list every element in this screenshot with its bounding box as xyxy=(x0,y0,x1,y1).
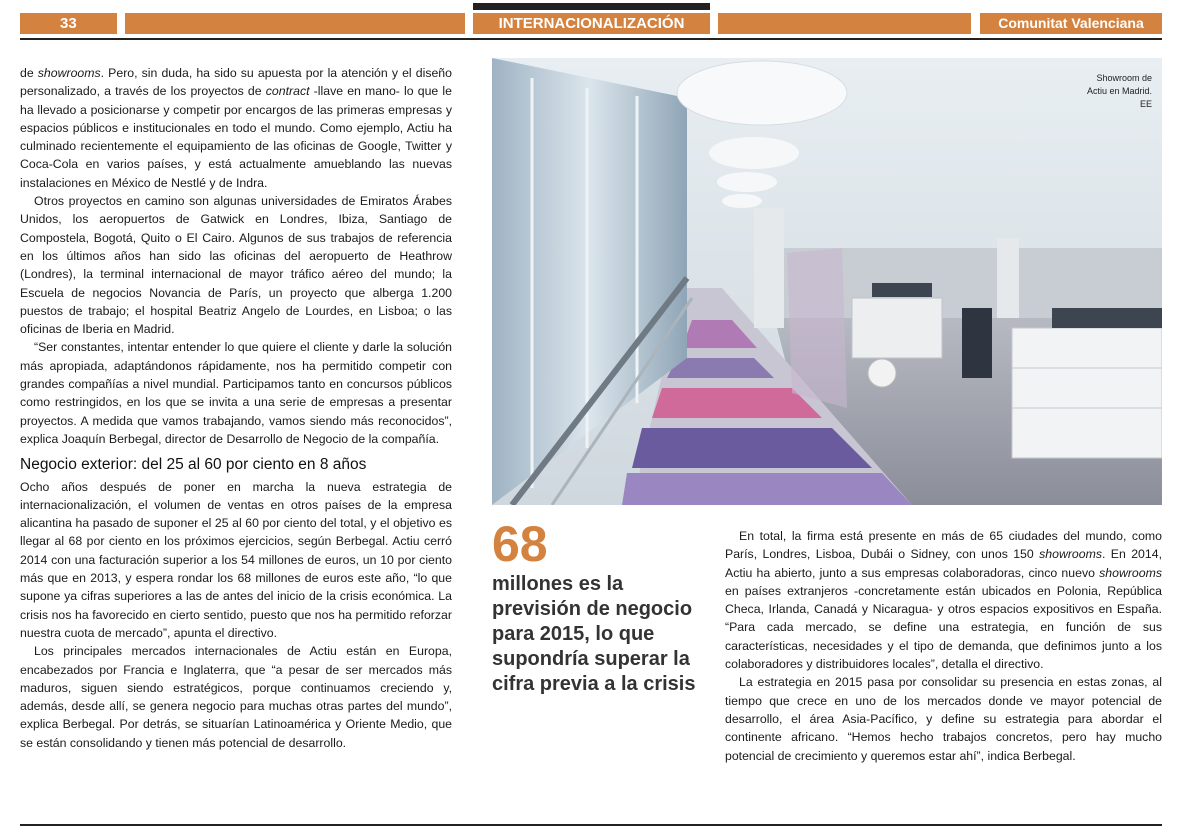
showroom-photo xyxy=(492,58,1162,505)
right-paragraph-2: La estrategia en 2015 pasa por consolidar su presencia en estas zonas, al tiempo que crece en uno de los mercados donde ve mayor potencial de desarrollo, el área Asia-Pacífico, y define su estrategia para abordar el continente africano. “Hemos hecho trabajos concretos, pero hay mucho potencial de crecimiento y queremos estar ahí”, indica Berbegal. xyxy=(725,675,1162,763)
region-bar xyxy=(980,13,1162,34)
header-bar-segment xyxy=(718,13,971,34)
section-bar xyxy=(473,13,710,34)
left-paragraph-4: Ocho años después de poner en marcha la nueva estrategia de internacionalización, el volumen de ventas en otros países de la empresa alicantina ha pasado de suponer el 25 al 60 por ciento del total, y el objetivo es llegar al 68 por ciento en los próximos ejercicios, según Berbegal. Actiu cerró 2014 con una facturación superior a los 54 millones de euros, un 10 por ciento más que en 2013, y espera rondar los 68 millones de euros este año, “lo que supone ya cifras superiores a las de antes del inicio de la crisis económica. La crisis nos ha favorecido en cierto sentido, puesto que nos ha permitido reforzar nuestra cuota de mercado”, apunta el directivo. xyxy=(20,479,452,640)
region-label: Comunitat Valenciana xyxy=(998,15,1144,31)
right-paragraph-1: En total, la firma está presente en más de 65 ciudades del mundo, como París, Londres, Lisboa, Dubái o Sidney, con unos 150 showrooms. En 2014, Actiu ha abierto, junto a sus empresas colaboradoras, cinco nuevo showrooms en países extranjeros -concretamente están ubicados en Polonia, República Checa, Irlanda, Canadá y Nicaragua- y otros espacios expositivos en España. “Para cada mercado, se define una estrategia, en función de sus características, necesidades y el tipo de demanda, que definimos junto a los colaboradores y distribuidores locales”, detalla el directivo. xyxy=(725,529,1162,672)
page-number: 33 xyxy=(60,15,77,32)
left-paragraph-3: “Ser constantes, intentar entender lo que quiere el cliente y darle la solución más apropiada, adaptándonos rápidamente, nos ha permitido competir con grandes compañías a nivel mundial. Participamos tanto en concursos públicos como restringidos, en los que se invita a una serie de empresas a presentar proyectos. A medida que vamos trabajando, vamos siendo más reconocidos”, explica Joaquín Berbegal, director de Desarrollo de Negocio de la compañía. xyxy=(20,340,452,446)
office-interior-image xyxy=(492,58,1162,505)
right-column xyxy=(725,527,1162,765)
header-dark-tab xyxy=(473,3,710,10)
photo-caption: Showroom de Actiu en Madrid. EE xyxy=(1086,73,1152,109)
left-paragraph-5: Los principales mercados internacionales de Actiu están en Europa, encabezados por Francia e Inglaterra, que “a pesar de ser mercados más maduros, siguen siendo estratégicos, porque continuamos creciendo y, además, desde allí, se genera negocio para muchas otras partes del mundo”, explica Berbegal. Por detrás, se situarían Latinoamérica y Oriente Medio, que se están consolidando y tienen más potencial de desarrollo. xyxy=(20,644,452,750)
page-number-bar xyxy=(20,13,117,34)
left-paragraph-2: Otros proyectos en camino son algunas universidades de Emiratos Árabes Unidos, los aeropuertos de Gatwick en Londres, Ibiza, Santiago de Compostela, Bogotá, Quito o El Cairo. Algunos de sus trabajos de referencia en los últimos años han sido las oficinas del aeropuerto de Heathrow (Londres), la terminal internacional de mayor tráfico aéreo del mundo; la Escuela de negocios Novancia de París, un proyecto que alberga 1.200 puestos de trabajo; el hospital Beatriz Angelo de Lourdes, en Lisboa; o las oficinas de Iberia en Madrid. xyxy=(20,194,452,337)
footer-rule xyxy=(20,824,1162,826)
section-title: INTERNACIONALIZACIÓN xyxy=(498,15,685,32)
header-bar-segment xyxy=(125,13,465,34)
left-column xyxy=(20,64,452,752)
highlight-number: 68 xyxy=(492,516,548,572)
left-paragraph-1: de showrooms. Pero, sin duda, ha sido su apuesta por la atención y el diseño personalizado, a través de los proyectos de contract -llave en mano- lo que le ha llevado a posicionarse y competir por encargos de las primeras empresas y espacios públicos e institucionales en todo el mundo. Como ejemplo, Actiu ha culminado recientemente el equipamiento de las oficinas de Google, Twitter y Coca-Cola en varios países, y está actualmente amueblando las nuevas instalaciones en México de Nestlé y de Indra. xyxy=(20,66,452,190)
header-rule xyxy=(20,38,1162,40)
subheading: Negocio exterior: del 25 al 60 por ciento en 8 años xyxy=(20,456,367,474)
highlight-text: millones es la previsión de negocio para 2015, lo que supondría superar la cifra previa a la crisis xyxy=(492,573,696,695)
